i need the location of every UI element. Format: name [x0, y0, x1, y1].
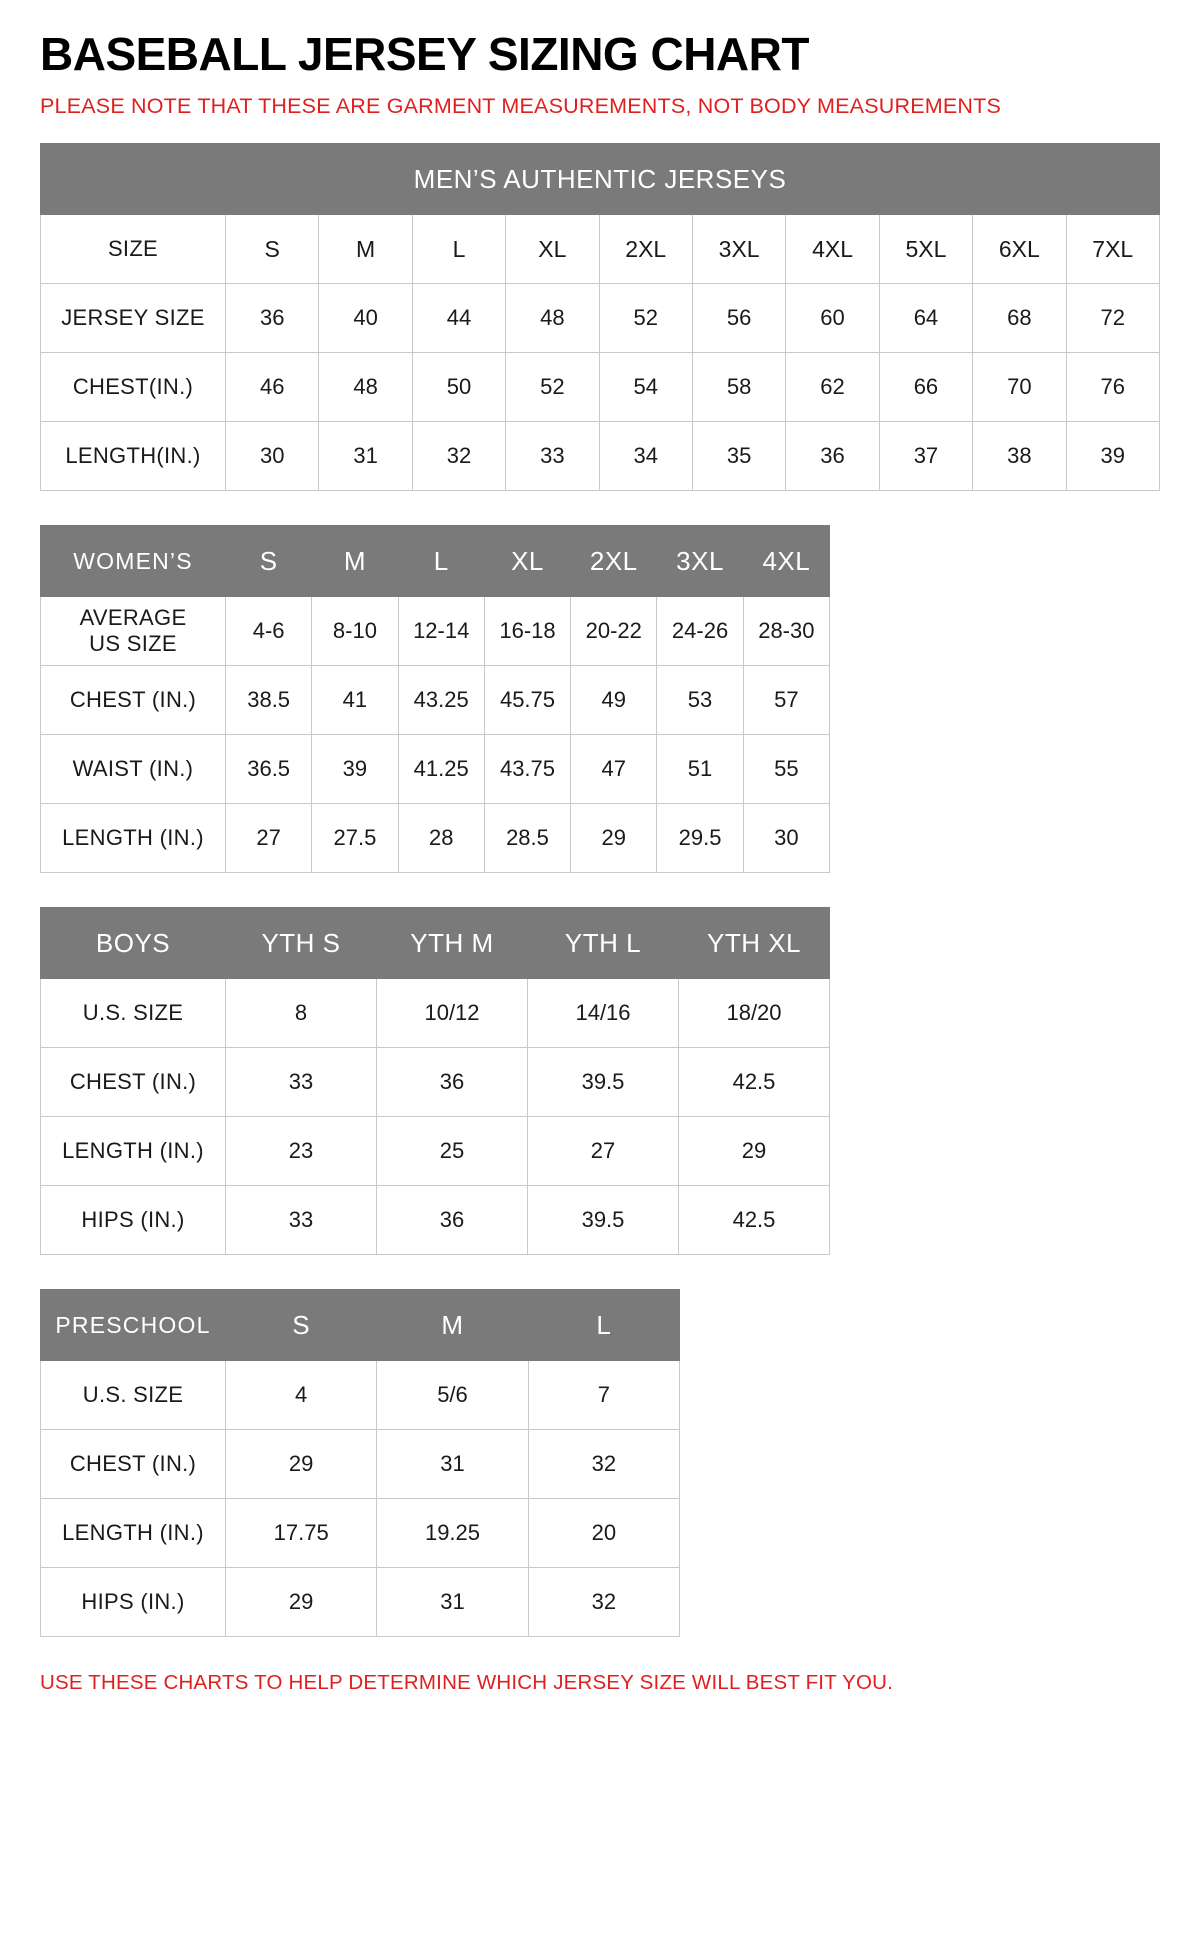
table-row	[41, 1568, 680, 1637]
cell: 76	[1066, 353, 1159, 422]
mens-size-2xl: 2XL	[599, 215, 692, 284]
table-row	[41, 1117, 830, 1186]
cell: 38.5	[226, 666, 312, 735]
cell: 32	[528, 1568, 679, 1637]
mens-size-l: L	[412, 215, 505, 284]
cell: 53	[657, 666, 743, 735]
cell: 36	[786, 422, 879, 491]
cell: 36	[226, 284, 319, 353]
mens-header-label: SIZE	[41, 215, 226, 284]
preschool-size-m: M	[377, 1290, 528, 1361]
cell: 66	[879, 353, 972, 422]
table-row	[41, 1499, 680, 1568]
mens-size-4xl: 4XL	[786, 215, 879, 284]
cell: 39	[1066, 422, 1159, 491]
womens-size-xl: XL	[484, 526, 570, 597]
cell: 42.5	[679, 1186, 830, 1255]
boys-row-label-chest: CHEST (IN.)	[41, 1048, 226, 1117]
boys-size-yth-s: YTH S	[226, 908, 377, 979]
cell: 48	[506, 284, 599, 353]
table-row-header	[41, 1290, 680, 1361]
table-row	[41, 1361, 680, 1430]
boys-row-label-hips: HIPS (IN.)	[41, 1186, 226, 1255]
boys-size-yth-xl: YTH XL	[679, 908, 830, 979]
cell: 29	[226, 1568, 377, 1637]
mens-size-3xl: 3XL	[692, 215, 785, 284]
cell: 27.5	[312, 804, 398, 873]
table-row	[41, 735, 830, 804]
cell: 17.75	[226, 1499, 377, 1568]
cell: 4	[226, 1361, 377, 1430]
label-line-2: US SIZE	[89, 631, 177, 657]
cell: 10/12	[377, 979, 528, 1048]
table-row	[41, 353, 1160, 422]
table-row	[41, 1186, 830, 1255]
cell: 20	[528, 1499, 679, 1568]
table-row-banner	[41, 144, 1160, 215]
mens-row-label-length: LENGTH(IN.)	[41, 422, 226, 491]
womens-row-label-length: LENGTH (IN.)	[41, 804, 226, 873]
womens-size-4xl: 4XL	[743, 526, 829, 597]
label-line-1: AVERAGE	[79, 605, 187, 631]
table-row	[41, 1430, 680, 1499]
cell: 51	[657, 735, 743, 804]
page-title: BASEBALL JERSEY SIZING CHART	[40, 28, 809, 80]
table-row	[41, 422, 1160, 491]
cell: 32	[412, 422, 505, 491]
cell: 39.5	[528, 1186, 679, 1255]
cell: 31	[319, 422, 412, 491]
cell: 20-22	[571, 597, 657, 666]
cell: 29	[679, 1117, 830, 1186]
cell: 36	[377, 1048, 528, 1117]
cell: 8-10	[312, 597, 398, 666]
preschool-row-label-chest: CHEST (IN.)	[41, 1430, 226, 1499]
womens-sizing-table	[40, 525, 830, 873]
cell: 43.75	[484, 735, 570, 804]
cell: 33	[506, 422, 599, 491]
boys-size-yth-l: YTH L	[528, 908, 679, 979]
cell: 55	[743, 735, 829, 804]
preschool-size-l: L	[528, 1290, 679, 1361]
cell: 30	[226, 422, 319, 491]
cell: 40	[319, 284, 412, 353]
cell: 38	[973, 422, 1066, 491]
cell: 28	[398, 804, 484, 873]
table-row	[41, 597, 830, 666]
table-row	[41, 1048, 830, 1117]
mens-size-7xl: 7XL	[1066, 215, 1159, 284]
cell: 52	[506, 353, 599, 422]
preschool-row-label-hips: HIPS (IN.)	[41, 1568, 226, 1637]
cell: 56	[692, 284, 785, 353]
cell: 68	[973, 284, 1066, 353]
cell: 39.5	[528, 1048, 679, 1117]
preschool-size-s: S	[226, 1290, 377, 1361]
womens-row-label-waist: WAIST (IN.)	[41, 735, 226, 804]
cell: 19.25	[377, 1499, 528, 1568]
cell: 5/6	[377, 1361, 528, 1430]
cell: 37	[879, 422, 972, 491]
cell: 50	[412, 353, 505, 422]
cell: 64	[879, 284, 972, 353]
boys-row-label-length: LENGTH (IN.)	[41, 1117, 226, 1186]
cell: 27	[528, 1117, 679, 1186]
cell: 36	[377, 1186, 528, 1255]
mens-size-m: M	[319, 215, 412, 284]
cell: 49	[571, 666, 657, 735]
cell: 27	[226, 804, 312, 873]
preschool-header-label: PRESCHOOL	[41, 1290, 226, 1361]
table-row-header	[41, 215, 1160, 284]
mens-size-5xl: 5XL	[879, 215, 972, 284]
boys-header-label: BOYS	[41, 908, 226, 979]
cell: 12-14	[398, 597, 484, 666]
cell: 35	[692, 422, 785, 491]
cell: 46	[226, 353, 319, 422]
womens-size-s: S	[226, 526, 312, 597]
cell: 48	[319, 353, 412, 422]
cell: 62	[786, 353, 879, 422]
table-row-header	[41, 526, 830, 597]
cell: 44	[412, 284, 505, 353]
cell: 42.5	[679, 1048, 830, 1117]
mens-sizing-table	[40, 143, 1160, 491]
mens-row-label-jersey-size: JERSEY SIZE	[41, 284, 226, 353]
cell: 43.25	[398, 666, 484, 735]
mens-size-xl: XL	[506, 215, 599, 284]
cell: 33	[226, 1186, 377, 1255]
cell: 34	[599, 422, 692, 491]
cell: 4-6	[226, 597, 312, 666]
mens-size-s: S	[226, 215, 319, 284]
cell: 70	[973, 353, 1066, 422]
womens-row-label-chest: CHEST (IN.)	[41, 666, 226, 735]
cell: 52	[599, 284, 692, 353]
cell: 45.75	[484, 666, 570, 735]
cell: 31	[377, 1430, 528, 1499]
cell: 58	[692, 353, 785, 422]
cell: 24-26	[657, 597, 743, 666]
table-row	[41, 284, 1160, 353]
boys-row-label-us-size: U.S. SIZE	[41, 979, 226, 1048]
womens-header-label: WOMEN’S	[41, 526, 226, 597]
boys-size-yth-m: YTH M	[377, 908, 528, 979]
boys-sizing-table	[40, 907, 830, 1255]
preschool-row-label-us-size: U.S. SIZE	[41, 1361, 226, 1430]
mens-size-6xl: 6XL	[973, 215, 1066, 284]
table-row	[41, 666, 830, 735]
cell: 29	[571, 804, 657, 873]
mens-banner: MEN’S AUTHENTIC JERSEYS	[41, 144, 1160, 215]
womens-size-l: L	[398, 526, 484, 597]
table-row	[41, 979, 830, 1048]
cell: 7	[528, 1361, 679, 1430]
preschool-sizing-table	[40, 1289, 680, 1637]
cell: 23	[226, 1117, 377, 1186]
cell: 30	[743, 804, 829, 873]
cell: 72	[1066, 284, 1159, 353]
womens-size-m: M	[312, 526, 398, 597]
preschool-row-label-length: LENGTH (IN.)	[41, 1499, 226, 1568]
cell: 29	[226, 1430, 377, 1499]
cell: 31	[377, 1568, 528, 1637]
cell: 8	[226, 979, 377, 1048]
cell: 32	[528, 1430, 679, 1499]
cell: 47	[571, 735, 657, 804]
cell: 39	[312, 735, 398, 804]
cell: 57	[743, 666, 829, 735]
footer-note: USE THESE CHARTS TO HELP DETERMINE WHICH JERSEY SIZE WILL BEST FIT YOU.	[40, 1671, 893, 1695]
cell: 29.5	[657, 804, 743, 873]
cell: 60	[786, 284, 879, 353]
cell: 33	[226, 1048, 377, 1117]
womens-row-label-average-us-size	[41, 597, 226, 666]
cell: 41.25	[398, 735, 484, 804]
mens-row-label-chest: CHEST(IN.)	[41, 353, 226, 422]
cell: 16-18	[484, 597, 570, 666]
cell: 54	[599, 353, 692, 422]
cell: 28.5	[484, 804, 570, 873]
table-row-header	[41, 908, 830, 979]
womens-size-2xl: 2XL	[571, 526, 657, 597]
measurement-note: PLEASE NOTE THAT THESE ARE GARMENT MEASUREMENTS, NOT BODY MEASUREMENTS	[40, 94, 1001, 119]
cell: 14/16	[528, 979, 679, 1048]
cell: 41	[312, 666, 398, 735]
cell: 18/20	[679, 979, 830, 1048]
cell: 28-30	[743, 597, 829, 666]
table-row	[41, 804, 830, 873]
cell: 36.5	[226, 735, 312, 804]
cell: 25	[377, 1117, 528, 1186]
womens-size-3xl: 3XL	[657, 526, 743, 597]
